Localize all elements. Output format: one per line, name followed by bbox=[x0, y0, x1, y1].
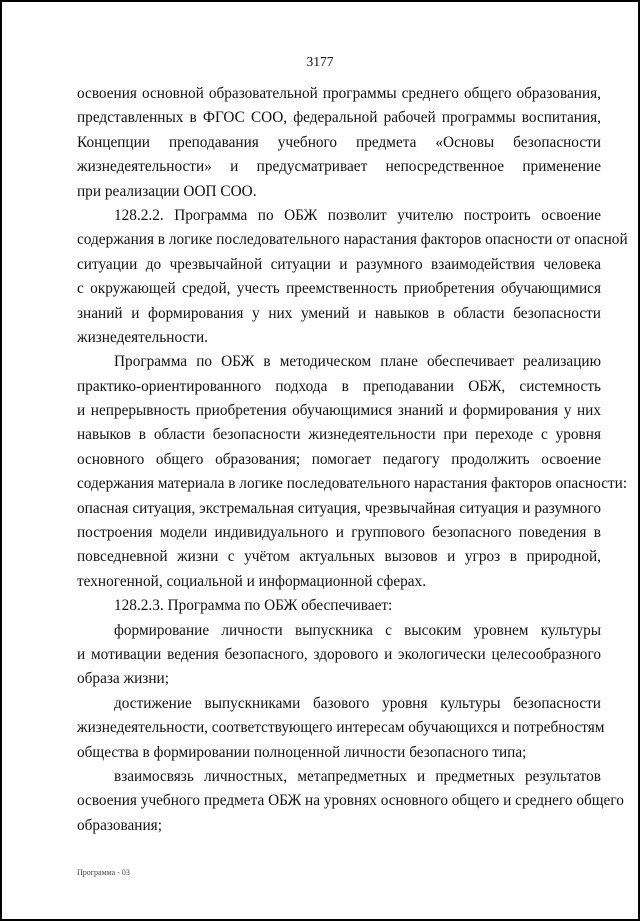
text-line: при реализации ООП СОО. bbox=[77, 182, 257, 200]
text-line: содержания в логике последовательного нарастания факторов опасности от опасной bbox=[77, 231, 628, 249]
text-line: повседневной жизни с учётом актуальных вызовов и угроз в природной, bbox=[77, 548, 601, 566]
text-line: построения модели индивидуального и группового безопасного поведения в bbox=[77, 524, 601, 542]
text-line: ситуации до чрезвычайной ситуации и разумного взаимодействия человека bbox=[77, 255, 601, 273]
text-line: освоения основной образовательной программы среднего общего образования, bbox=[77, 85, 601, 102]
page-footer: Программа - 03 bbox=[77, 868, 130, 877]
text-line: общества в формировании полноценной личности безопасного типа; bbox=[77, 743, 527, 761]
text-line: жизнедеятельности. bbox=[77, 328, 208, 346]
text-line: Программа по ОБЖ в методическом плане обеспечивает реализацию bbox=[114, 353, 601, 371]
text-line: формирование личности выпускника с высоким уровнем культуры bbox=[114, 621, 601, 639]
text-line: техногенной, социальной и информационной сферах. bbox=[77, 572, 427, 590]
text-line: жизнедеятельности, соответствующего интересам обучающихся и потребностям bbox=[77, 719, 605, 737]
page-number: 3177 bbox=[306, 54, 334, 69]
text-line: 128.2.3. Программа по ОБЖ обеспечивает: bbox=[114, 597, 393, 615]
document-body bbox=[77, 82, 628, 838]
text-line: образования; bbox=[77, 816, 162, 834]
text-line: знаний и формирования у них умений и навыков в области безопасности bbox=[77, 304, 601, 322]
text-line: 128.2.2. Программа по ОБЖ позволит учителю построить освоение bbox=[114, 206, 601, 224]
text-line: образа жизни; bbox=[77, 670, 169, 688]
text-line: навыков в области безопасности жизнедеятельности при переходе с уровня bbox=[77, 426, 601, 444]
text-line: содержания материала в логике последовательного нарастания факторов опасности: bbox=[77, 475, 628, 493]
text-line: Концепции преподавания учебного предмета «Основы безопасности bbox=[77, 133, 601, 151]
text-line: с окружающей средой, учесть преемственность приобретения обучающимися bbox=[77, 280, 601, 298]
text-line: взаимосвязь личностных, метапредметных и предметных результатов bbox=[114, 767, 601, 785]
text-line: опасная ситуация, экстремальная ситуация, чрезвычайная ситуация и разумного bbox=[77, 499, 601, 517]
text-line: и непрерывность приобретения обучающимися знаний и формирования у них bbox=[77, 402, 601, 420]
text-line: жизнедеятельности» и предусматривает непосредственное применение bbox=[77, 158, 601, 176]
text-line: и мотивации ведения безопасного, здорового и экологически целесообразного bbox=[77, 645, 601, 663]
text-line: представленных в ФГОС СОО, федеральной рабочей программы воспитания, bbox=[77, 109, 601, 127]
text-line: основного общего образования; помогает педагогу продолжить освоение bbox=[77, 450, 601, 468]
text-line: достижение выпускниками базового уровня культуры безопасности bbox=[114, 694, 601, 712]
text-line: освоения учебного предмета ОБЖ на уровнях основного общего и среднего общего bbox=[77, 792, 624, 810]
text-line: практико-ориентированного подхода в преподавании ОБЖ, системность bbox=[77, 377, 601, 395]
